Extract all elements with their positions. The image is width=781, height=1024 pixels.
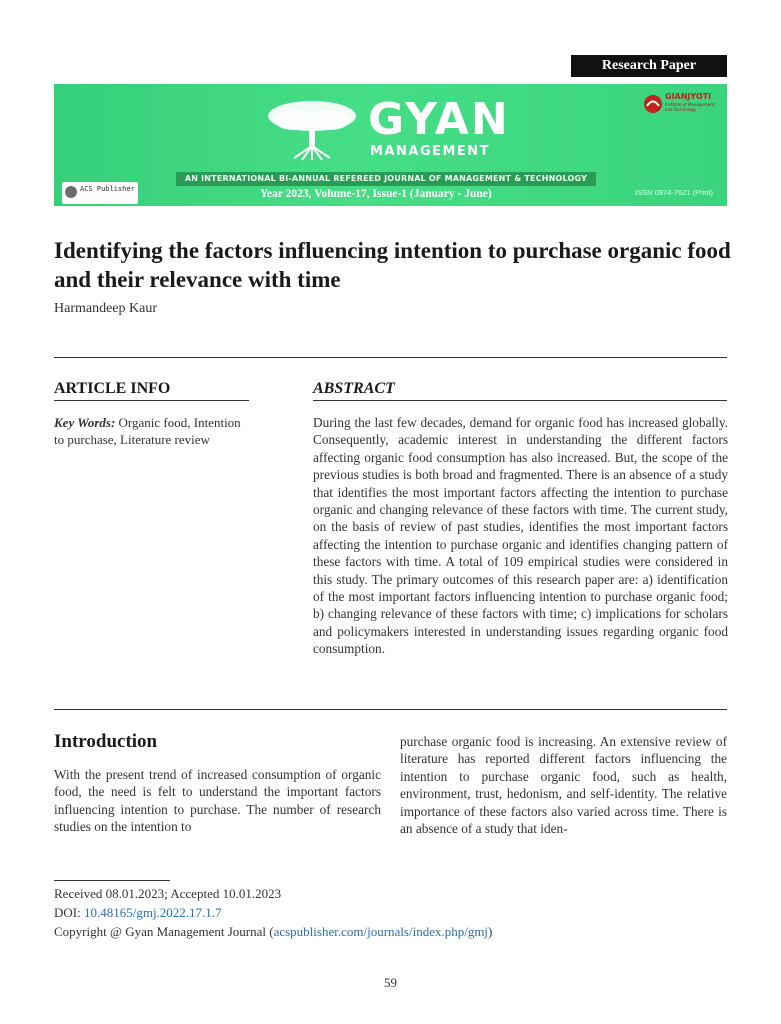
author-name: Harmandeep Kaur	[54, 301, 158, 316]
doi-link[interactable]: 10.48165/gmj.2022.17.1.7	[83, 905, 222, 920]
abstract-underline	[313, 400, 727, 401]
page-number: 59	[384, 975, 397, 990]
acs-publisher-label: ACS Publisher	[80, 185, 135, 193]
copyright-line	[54, 924, 492, 940]
issue-line: Year 2023, Volume-17, Issue-1 (January - June)	[260, 188, 492, 200]
article-info-underline	[54, 400, 249, 401]
received-dates: Received 08.01.2023; Accepted 10.01.2023	[54, 886, 282, 901]
gianjyoti-emblem-icon	[643, 94, 663, 114]
journal-band: AN INTERNATIONAL BI-ANNUAL REFEREED JOURNAL OF MANAGEMENT & TECHNOLOGY	[176, 172, 596, 186]
doi-label: DOI:	[54, 905, 81, 920]
journal-banner	[54, 84, 727, 206]
gianjyoti-name: GIANJYOTI	[665, 92, 712, 101]
article-info-heading: ARTICLE INFO	[54, 380, 171, 397]
copyright-suffix: )	[488, 924, 493, 939]
footnote-rule	[54, 880, 170, 881]
brand-subtitle: MANAGEMENT	[370, 144, 491, 159]
paper-title: Identifying the factors influencing intention to purchase organic food and their relevance with time	[54, 238, 731, 292]
gianjyoti-logo	[643, 92, 717, 120]
acs-publisher-badge	[62, 182, 138, 204]
introduction-text-left: With the present trend of increased consumption of organic food, the need is felt to understand the important factors influencing intention to purchase. The number of research studies on the intention to	[54, 767, 381, 835]
introduction-text-right: purchase organic food is increasing. An extensive review of literature has reported different factors influencing the intention to purchase organic food, such as health, environment, trust, hedonism, and self-identity. The relative importance of these factors also varied across time. There is an absence of a study that iden-	[400, 734, 727, 837]
acs-logo-icon	[65, 186, 77, 198]
journal-url-link[interactable]: acspublisher.com/journals/index.php/gmj	[273, 924, 489, 939]
gianjyoti-subtitle: Institute of Management and Technology	[665, 102, 715, 112]
issn-text: ISSN 0974-7621 (Print)	[635, 188, 713, 197]
brand-name: GYAN	[368, 94, 510, 145]
title-divider	[54, 357, 727, 358]
doi-line	[54, 905, 222, 921]
keywords-text: Organic food, Intention to purchase, Literature review	[54, 415, 241, 447]
tree-logo-icon	[264, 96, 360, 162]
introduction-heading: Introduction	[54, 731, 158, 752]
abstract-divider	[54, 709, 727, 710]
abstract-text: During the last few decades, demand for organic food has increased globally. Consequently, academic interest in understanding the different factors affecting organic food consumption has also increased. But, the scope of the previous studies is both broad and fragmented. There is an absence of a study that identifies the most important factors affecting the intention to purchase organic and changing relevance of these factors with time. The current study, on the basis of review of past studies, identifies the most important factors affecting the intention to purchase organic and identifies changing pattern of these factors with time. A total of 109 empirical studies were considered in this study. The primary outcomes of this research paper are: a) identification of the most important factors influencing intention to purchase organic food; b) changing relevance of these factors with time; c) implications for scholars and policymakers interested in understanding issues regarding organic food consumption.	[313, 415, 728, 657]
copyright-prefix: Copyright @ Gyan Management Journal (	[54, 924, 274, 939]
keywords-label: Key Words:	[54, 415, 116, 430]
abstract-heading: ABSTRACT	[313, 380, 395, 397]
keywords	[54, 414, 250, 448]
research-paper-tag: Research Paper	[571, 55, 727, 77]
